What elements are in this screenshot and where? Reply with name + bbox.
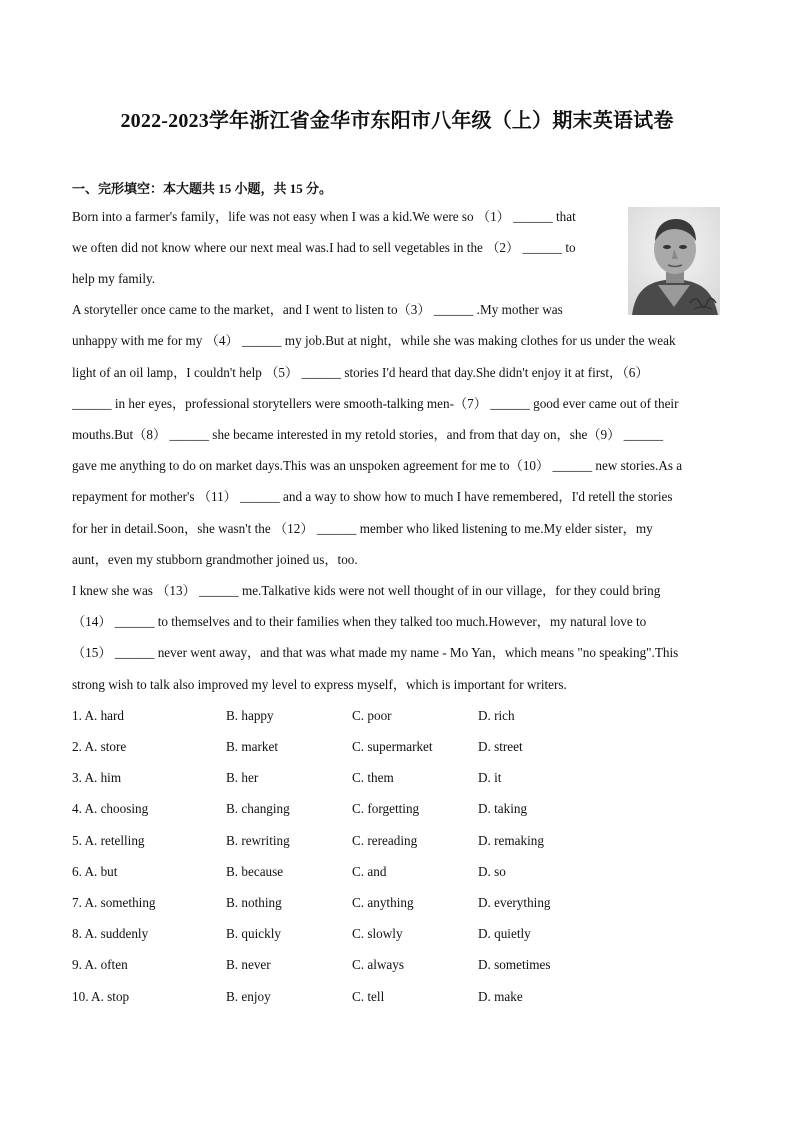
option-d: D. street bbox=[478, 739, 523, 754]
option-c: C. rereading bbox=[352, 833, 418, 848]
option-d: D. taking bbox=[478, 801, 528, 816]
passage-line: I knew she was （13） ______ me.Talkative kids were not well thought of in our village，for they could bring bbox=[72, 583, 661, 598]
option-d: D. quietly bbox=[478, 926, 531, 941]
option-a: 5. A. retelling bbox=[72, 833, 145, 848]
option-b: B. because bbox=[226, 864, 284, 879]
option-a: 9. A. often bbox=[72, 957, 128, 972]
option-b: B. nothing bbox=[226, 895, 282, 910]
passage-line: （15） ______ never went away，and that was what made my name - Mo Yan，which means "no speaking".This bbox=[72, 645, 679, 660]
option-c: C. forgetting bbox=[352, 801, 420, 816]
option-d: D. sometimes bbox=[478, 957, 551, 972]
passage-line: light of an oil lamp，I couldn't help （5） ______ stories I'd heard that day.She didn't enjoy it at first，（6） bbox=[72, 365, 649, 380]
passage-line: unhappy with me for my （4） ______ my job.But at night，while she was making clothes for us under the weak bbox=[72, 333, 676, 348]
passage-line: strong wish to talk also improved my level to express myself，which is important for writers. bbox=[72, 677, 567, 692]
passage-line: mouths.But（8） ______ she became interested in my retold stories，and from that day on，she（9） ______ bbox=[72, 427, 664, 442]
option-b: B. changing bbox=[226, 801, 290, 816]
option-d: D. so bbox=[478, 864, 506, 879]
option-b: B. never bbox=[226, 957, 271, 972]
option-c: C. always bbox=[352, 957, 405, 972]
option-a: 6. A. but bbox=[72, 864, 118, 879]
option-d: D. it bbox=[478, 770, 502, 785]
passage-line: ______ in her eyes，professional storytellers were smooth-talking men-（7） ______ good ever came out of their bbox=[72, 396, 679, 411]
page-title: 2022-2023学年浙江省金华市东阳市八年级（上）期末英语试卷 bbox=[120, 110, 674, 132]
option-b: B. her bbox=[226, 770, 259, 785]
option-c: C. them bbox=[352, 770, 394, 785]
option-a: 3. A. him bbox=[72, 770, 122, 785]
option-c: C. tell bbox=[352, 989, 385, 1004]
option-c: C. supermarket bbox=[352, 739, 433, 754]
portrait-photo-icon bbox=[628, 207, 720, 315]
option-c: C. poor bbox=[352, 708, 392, 723]
option-b: B. enjoy bbox=[226, 989, 271, 1004]
passage-line: help my family. bbox=[72, 271, 156, 286]
passage-line: Born into a farmer's family，life was not easy when I was a kid.We were so （1） ______ that bbox=[72, 209, 576, 224]
option-c: C. slowly bbox=[352, 926, 403, 941]
option-a: 10. A. stop bbox=[72, 989, 130, 1004]
option-a: 7. A. something bbox=[72, 895, 156, 910]
option-c: C. anything bbox=[352, 895, 414, 910]
passage-line: （14） ______ to themselves and to their families when they talked too much.However，my natural love to bbox=[72, 614, 647, 629]
option-a: 4. A. choosing bbox=[72, 801, 149, 816]
option-b: B. rewriting bbox=[226, 833, 290, 848]
section-heading: 一、完形填空：本大题共 15 小题，共 15 分。 bbox=[72, 181, 333, 196]
option-d: D. remaking bbox=[478, 833, 544, 848]
option-a: 1. A. hard bbox=[72, 708, 125, 723]
passage-line: aunt，even my stubborn grandmother joined us，too. bbox=[72, 552, 358, 567]
option-a: 2. A. store bbox=[72, 739, 127, 754]
option-d: D. rich bbox=[478, 708, 515, 723]
passage-line: repayment for mother's （11） ______ and a way to show how to much I have remembered，I'd retell the stories bbox=[72, 489, 673, 504]
option-b: B. happy bbox=[226, 708, 274, 723]
passage-line: for her in detail.Soon，she wasn't the （12） ______ member who liked listening to me.My elder sister，my bbox=[72, 521, 653, 536]
option-b: B. market bbox=[226, 739, 279, 754]
option-d: D. make bbox=[478, 989, 523, 1004]
option-c: C. and bbox=[352, 864, 387, 879]
option-a: 8. A. suddenly bbox=[72, 926, 149, 941]
option-d: D. everything bbox=[478, 895, 551, 910]
passage-line: A storyteller once came to the market，and I went to listen to（3） ______ .My mother was bbox=[72, 302, 563, 317]
passage-line: we often did not know where our next meal was.I had to sell vegetables in the （2） ______ to bbox=[72, 240, 576, 255]
passage-line: gave me anything to do on market days.This was an unspoken agreement for me to（10） ______ new stories.As a bbox=[72, 458, 683, 473]
option-b: B. quickly bbox=[226, 926, 281, 941]
